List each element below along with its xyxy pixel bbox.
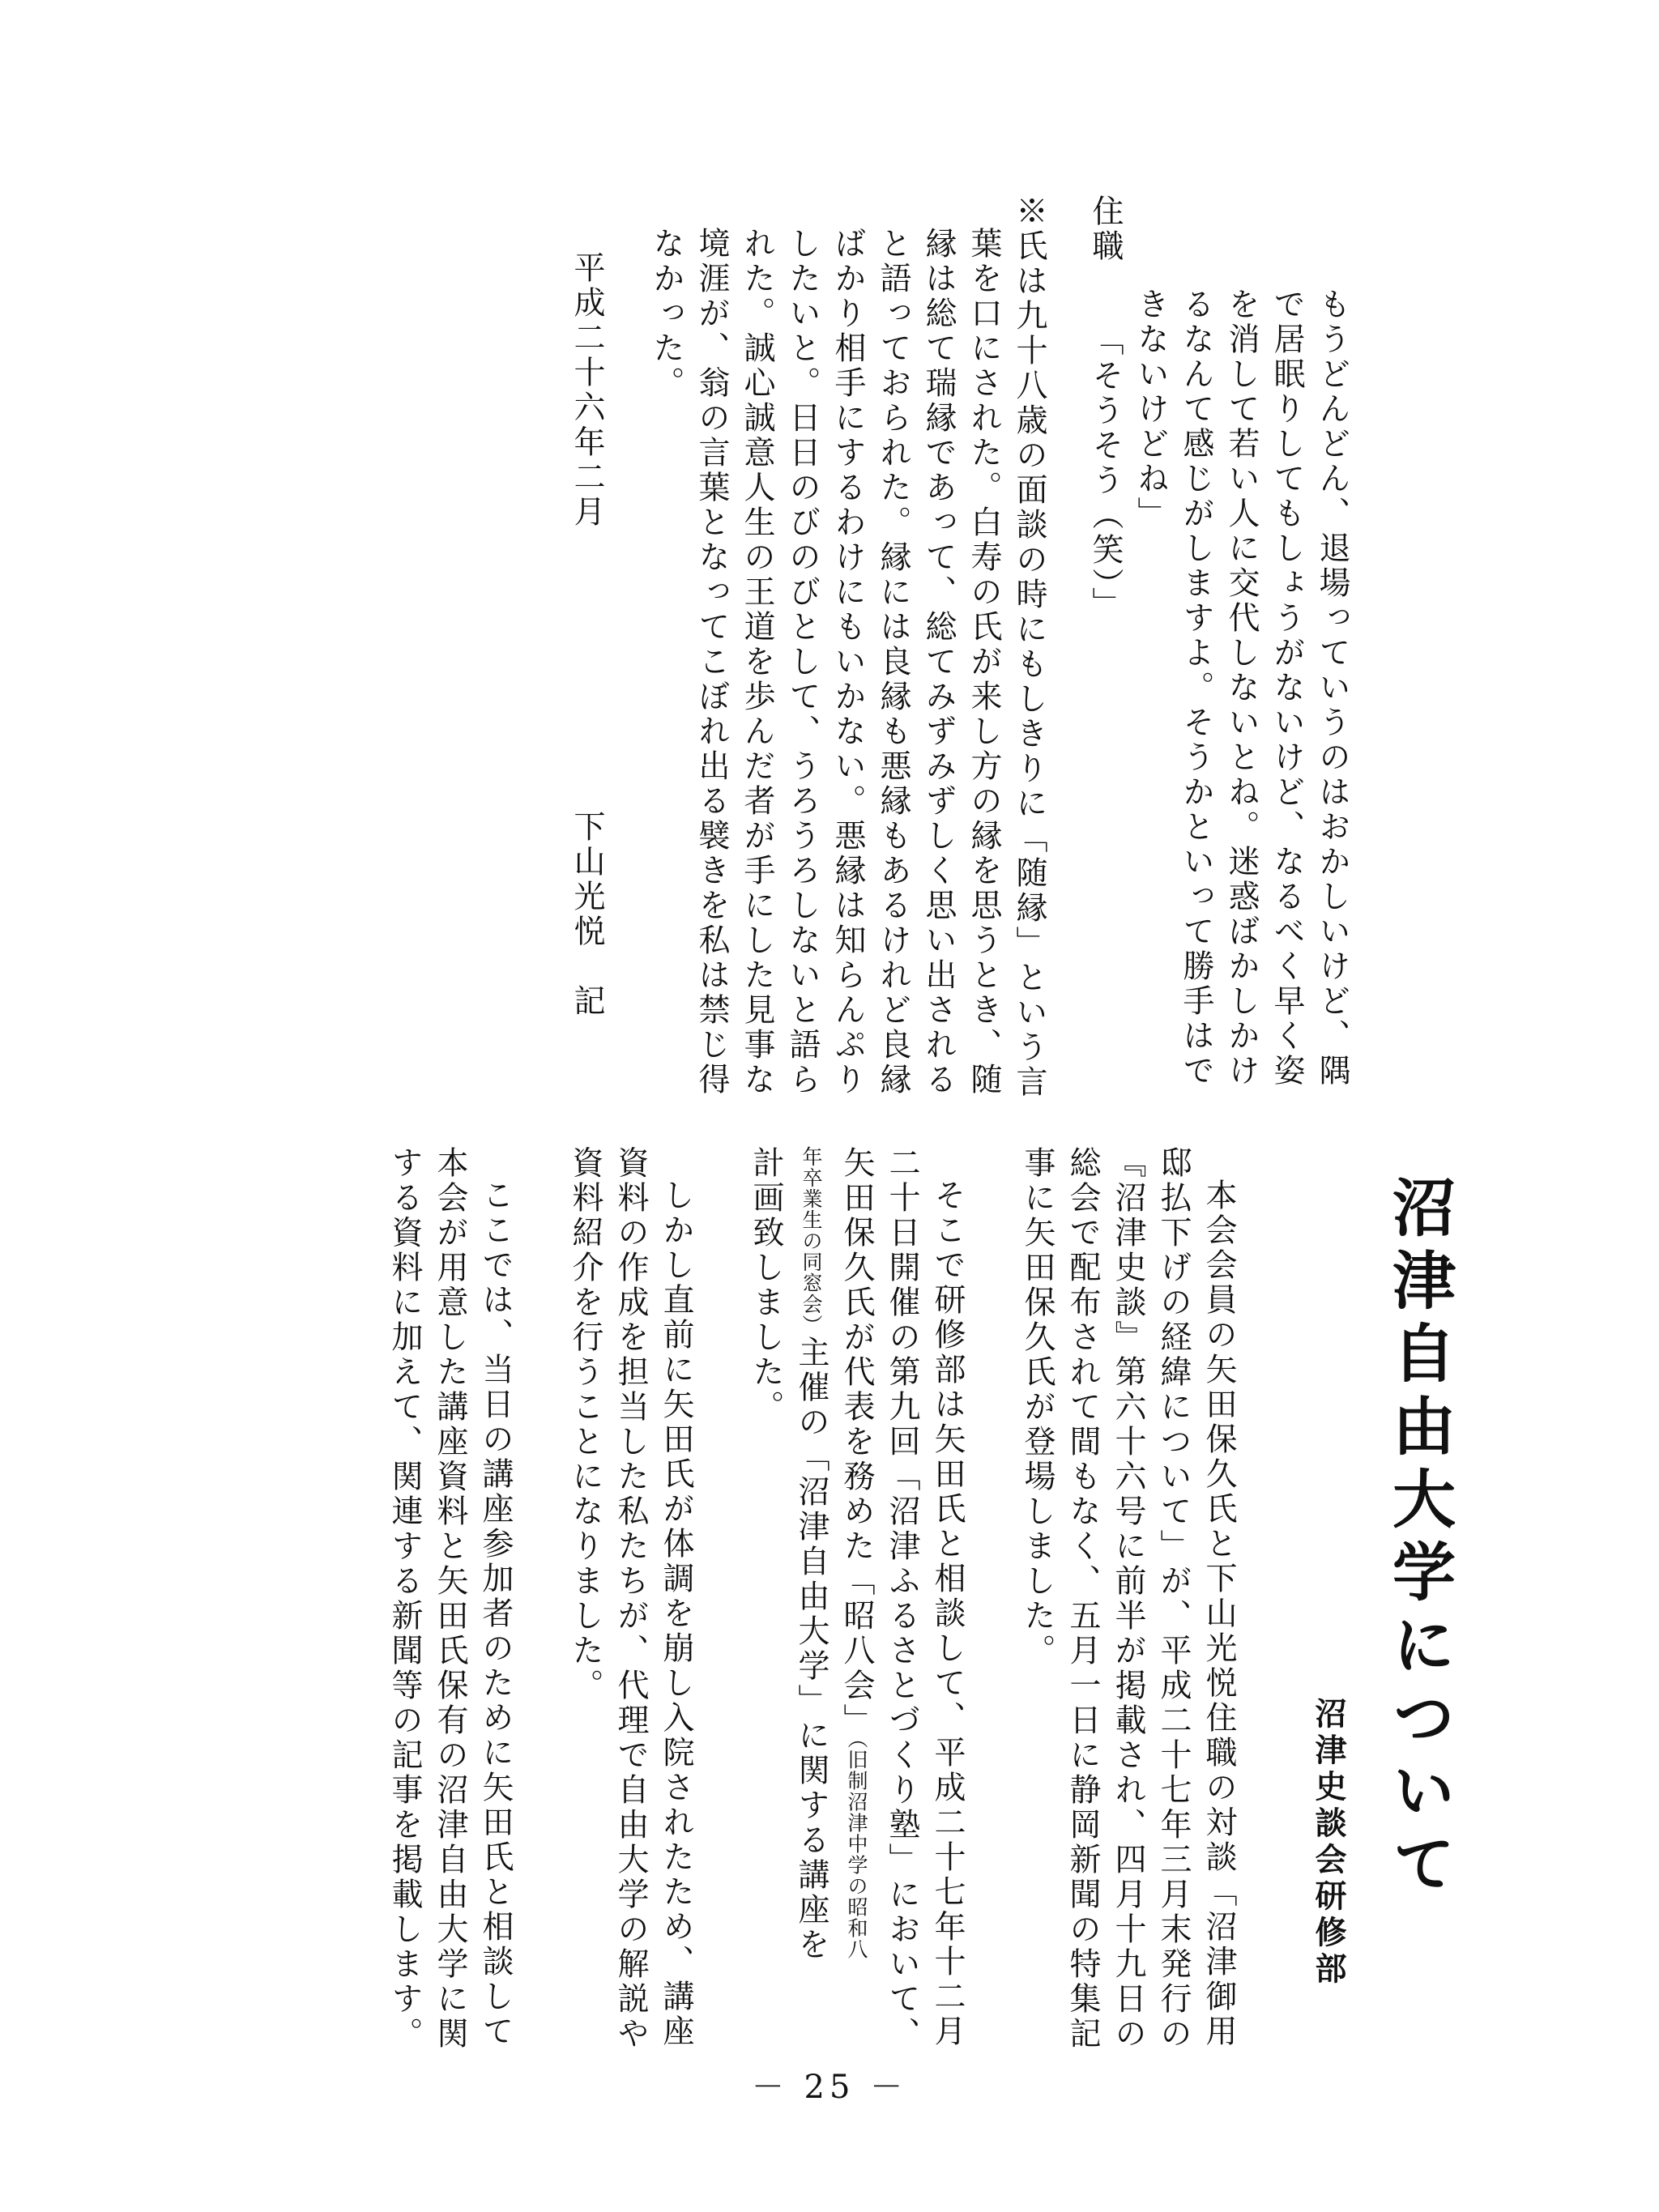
article-line-16: する資料に加えて、関連する新聞等の記事を掲載します。: [386, 1146, 423, 2052]
upper-line-2: で居眠りしてもしょうがないけど、なるべく早く姿: [1269, 288, 1305, 1089]
article-line-10: 計画致しました。: [748, 1146, 784, 1425]
article-line-14: ここでは、当日の講座参加者のために矢田氏と相談して: [477, 1178, 514, 2049]
upper-line-6: 「そうそう（笑）」: [1087, 324, 1124, 622]
note-line-9: なかった。: [648, 227, 684, 401]
upper-line-3: を消して若い人に交代しないとね。迷惑ばかしかけ: [1223, 288, 1260, 1089]
article-line-9-main: 主催の「沼津自由大学」に関する講座を: [793, 1336, 830, 1963]
article-line-1: 本会会員の矢田保久氏と下山光悦住職の対談「沼津御用: [1201, 1178, 1237, 2049]
upper-line-5: きないけどね」: [1132, 288, 1169, 531]
article-line-9-note: 年卒業生の同窓会）: [800, 1146, 823, 1336]
article-line-8: [838, 1146, 875, 1960]
article-line-6: そこで研修部は矢田氏と相談して、平成二十七年十二月: [929, 1178, 966, 2049]
upper-line-1: もうどんどん、退場っていうのはおかしいけど、隅: [1314, 288, 1350, 1089]
article-byline: 沼津史談会研修部: [1310, 1697, 1346, 1988]
article-title: 沼津自由大学について: [1382, 1174, 1455, 1903]
article-line-8-note: （旧制沼津中学の昭和八: [845, 1738, 868, 1960]
page-number: － 25 －: [751, 2069, 908, 2106]
note-line-1: ※氏は九十八歳の面談の時にもしきりに「随縁」という言: [1011, 194, 1047, 1100]
article-line-11: しかし直前に矢田氏が体調を崩し入院されたため、講座: [658, 1178, 694, 2049]
article-line-15: 本会が用意した講座資料と矢田氏保有の沼津自由大学に関: [432, 1146, 468, 2052]
note-line-3: 縁は総て瑞縁であって、総てみずみずしく思い出される: [920, 227, 957, 1097]
article-line-2: 邸払下げの経緯について」が、平成二十七年三月末発行の: [1155, 1146, 1192, 2052]
note-line-5: ばかり相手にするわけにもいかない。悪縁は知らんぷり: [830, 227, 866, 1097]
note-line-4: と語っておられた。縁には良縁も悪縁もあるけれど良縁: [875, 227, 911, 1097]
note-line-6: したいと。日日のびのびとして、うろうろしないと語ら: [784, 227, 821, 1097]
article-line-4: 総会で配布されて間もなく、五月一日に静岡新聞の特集記: [1064, 1146, 1101, 2052]
note-line-7: れた。誠心誠意人生の王道を歩んだ者が手にした見事な: [739, 227, 775, 1097]
article-line-13: 資料紹介を行うことになりました。: [567, 1146, 603, 1703]
article-line-8-main: 矢田保久氏が代表を務めた「昭八会」: [838, 1146, 875, 1738]
article-line-5: 事に矢田保久氏が登場しました。: [1019, 1146, 1056, 1669]
note-line-2: 葉を口にされた。白寿の氏が来し方の縁を思うとき、随: [966, 227, 1002, 1097]
article-line-7: 二十日開催の第九回「沼津ふるさとづくり塾」において、: [884, 1146, 920, 2052]
speaker-label: 住職: [1087, 194, 1124, 264]
article-line-9: [793, 1146, 830, 1963]
article-line-12: 資料の作成を担当した私たちが、代理で自由大学の解説や: [612, 1146, 649, 2052]
article-line-3: 『沼津史談』第六十六号に前半が掲載され、四月十九日の: [1110, 1146, 1146, 2052]
date: 平成二十六年二月: [569, 251, 605, 530]
note-line-8: 境涯が、翁の言葉となってこぼれ出る襞きを私は禁じ得: [693, 227, 730, 1097]
upper-line-4: るなんて感じがしますよ。そうかといって勝手はで: [1178, 288, 1214, 1089]
signature: 下山光悦 記: [569, 810, 605, 1019]
